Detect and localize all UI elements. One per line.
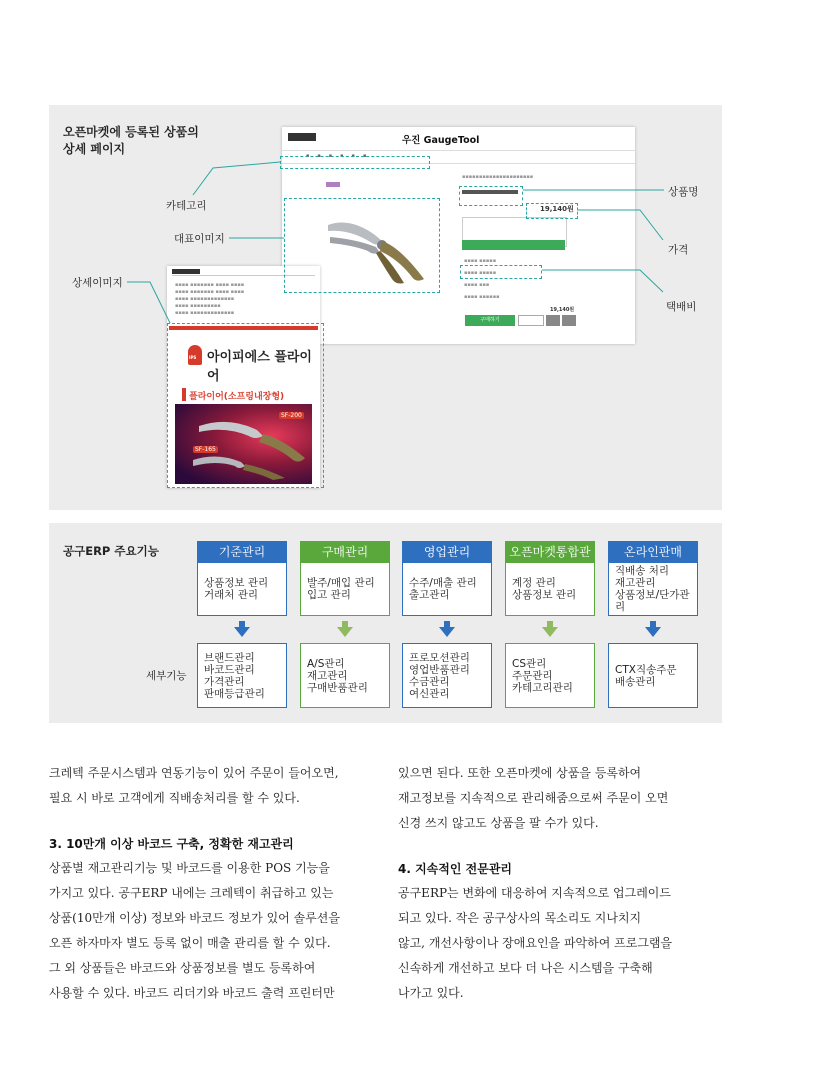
main-functions-box: [505, 563, 595, 616]
para4-line2: 되고 있다. 작은 공구상사의 목소리도 지나치지: [398, 911, 642, 925]
main-functions-box: [197, 563, 287, 616]
down-arrow-icon: [542, 627, 558, 637]
left-column: [49, 761, 340, 1006]
detail-function-item: 구매반품관리: [307, 681, 368, 694]
detail-functions-box: [505, 643, 595, 708]
main-function-item: 계정 관리: [512, 577, 556, 589]
main-function-item: 발주/매입 관리: [307, 577, 375, 589]
model-label-a: SF-200: [281, 412, 302, 419]
right-intro-2: 재고정보를 지속적으로 관리해줌으로써 주문이 오면: [398, 791, 669, 805]
shop-price: 19,140원: [540, 205, 574, 213]
main-function-item: 수주/매출 관리: [409, 577, 477, 589]
main-function-item: 재고관리: [615, 577, 656, 589]
column-header: 온라인판매: [608, 541, 698, 563]
detail-function-item: CS관리: [512, 657, 547, 670]
left-intro-2: 필요 시 바로 고객에게 직배송처리를 할 수 있다.: [49, 791, 300, 805]
para4-line1: 공구ERP는 변화에 대응하여 지속적으로 업그레이드: [398, 886, 671, 900]
para3-line1: 상품별 재고관리기능 및 바코드를 이용한 POS 기능을: [49, 861, 330, 875]
para4-line5: 나가고 있다.: [398, 986, 464, 1000]
detail-function-item: 바코드관리: [204, 663, 255, 676]
callout-price: 가격: [668, 244, 689, 256]
shop-category-items: ▪▪▪▪▪▪: [306, 153, 375, 159]
column-header: 기준관리: [197, 541, 287, 563]
detail-function-item: CTX직송주문: [615, 663, 677, 676]
column-header: 영업관리: [402, 541, 492, 563]
detail-functions-box: [608, 643, 698, 708]
leader-lines: [0, 0, 821, 520]
callout-delivery-fee: 택배비: [666, 301, 697, 313]
main-function-item: 직배송 처리: [615, 565, 670, 577]
callout-main-image: 대표이미지: [174, 233, 225, 245]
shop-breadcrumb: ▪▪▪▪▪▪▪▪▪▪▪▪▪▪▪▪▪▪▪▪▪: [462, 174, 534, 180]
para3-line4: 오픈 하자마자 별도 등록 없이 매출 관리를 할 수 있다.: [49, 936, 331, 950]
detail-function-item: 브랜드관리: [204, 651, 255, 664]
heading-4: 4. 지속적인 전문관리: [398, 862, 513, 876]
panel1-title-line2: 상세 페이지: [63, 142, 126, 156]
detail-product-subtitle: 플라이어(소프링내장형): [189, 392, 285, 402]
detail-function-item: 수금관리: [409, 675, 450, 688]
shop-buy-button[interactable]: 구매하기: [465, 315, 515, 326]
detail-function-item: 가격관리: [204, 675, 245, 688]
right-column: [398, 761, 672, 1006]
callout-detail-image: 상세이미지: [72, 277, 123, 289]
main-functions-box: [608, 563, 698, 616]
main-function-item: 출고관리: [409, 589, 450, 601]
para4-line4: 신속하게 개선하고 보다 더 나은 시스템을 구축해: [398, 961, 653, 975]
detail-function-item: A/S관리: [307, 657, 345, 670]
main-functions-box: [402, 563, 492, 616]
detail-function-item: 판매등급관리: [204, 687, 265, 700]
detail-function-item: 프로모션관리: [409, 651, 470, 664]
para3-line6: 사용할 수 있다. 바코드 리더기와 바코드 출력 프린터만: [49, 986, 335, 1000]
detail-function-item: 카테고리관리: [512, 681, 573, 694]
right-intro-1: 있으면 된다. 또한 오픈마켓에 상품을 등록하여: [398, 766, 642, 780]
detail-functions-box: [197, 643, 287, 708]
detail-spec-table: ▪▪▪▪ ▪▪▪▪▪▪▪ ▪▪▪▪ ▪▪▪▪ ▪▪▪▪ ▪▪▪▪▪▪▪ ▪▪▪▪ ▪▪▪▪ ▪▪▪▪ ▪▪▪▪▪▪▪▪▪▪▪▪▪ ▪▪▪▪ ▪▪▪▪▪▪▪▪▪ ▪▪▪▪ ▪▪▪▪▪▪▪▪▪▪▪▪▪: [175, 282, 245, 316]
detail-function-item: 영업반품관리: [409, 663, 470, 676]
main-functions-box: [300, 563, 390, 616]
detail-function-item: 주문관리: [512, 669, 553, 682]
detail-function-item: 재고관리: [307, 669, 348, 682]
right-intro-3: 신경 쓰지 않고도 상품을 팔 수가 있다.: [398, 816, 599, 830]
para4-line3: 않고, 개선사항이나 장애요인을 파악하여 프로그램을: [398, 936, 673, 950]
para3-line3: 상품(10만개 이상) 정보와 바코드 정보가 있어 솔루션을: [49, 911, 340, 925]
model-label-b: SF-165: [195, 446, 216, 453]
main-function-item: 상품정보 관리: [512, 589, 577, 601]
main-function-item: 거래처 관리: [204, 589, 259, 601]
detail-function-item: 배송관리: [615, 675, 656, 688]
down-arrow-icon: [645, 627, 661, 637]
ips-logo-text: IPS: [189, 355, 197, 360]
detail-brand-name: 아이피에스 플라이어: [207, 350, 312, 384]
detail-function-item: 여신관리: [409, 687, 450, 700]
shop-info-rows: ▪▪▪▪ ▪▪▪▪▪ ▪▪▪▪ ▪▪▪▪▪ ▪▪▪▪ ▪▪▪ ▪▪▪▪ ▪▪▪▪▪▪: [464, 258, 500, 300]
panel1-title-line1: 오픈마켓에 등록된 상품의: [63, 125, 199, 139]
callout-category: 카테고리: [166, 200, 207, 212]
column-header: 오픈마켓통합관: [505, 541, 595, 563]
detail-functions-box: [402, 643, 492, 708]
shop-price-small: 19,140원: [550, 307, 575, 313]
main-function-item: 입고 관리: [307, 589, 351, 601]
shop-site-name: 우진 GaugeTool: [402, 135, 480, 146]
left-intro-1: 크레텍 주문시스템과 연동기능이 있어 주문이 들어오면,: [49, 766, 339, 780]
callout-product-name: 상품명: [668, 186, 699, 198]
main-function-item: 상품정보 관리: [204, 577, 269, 589]
down-arrow-icon: [234, 627, 250, 637]
heading-3: 3. 10만개 이상 바코드 구축, 정확한 재고관리: [49, 837, 294, 851]
main-function-item: 상품정보/단가관리: [615, 589, 690, 613]
para3-line2: 가지고 있다. 공구ERP 내에는 크레텍이 취급하고 있는: [49, 886, 334, 900]
down-arrow-icon: [439, 627, 455, 637]
detail-functions-box: [300, 643, 390, 708]
detail-features-label: 세부기능: [146, 670, 187, 682]
down-arrow-icon: [337, 627, 353, 637]
erp-title: 공구ERP 주요기능: [63, 544, 159, 558]
para3-line5: 그 외 상품들은 바코드와 상품정보를 별도 등록하여: [49, 961, 316, 975]
column-header: 구매관리: [300, 541, 390, 563]
